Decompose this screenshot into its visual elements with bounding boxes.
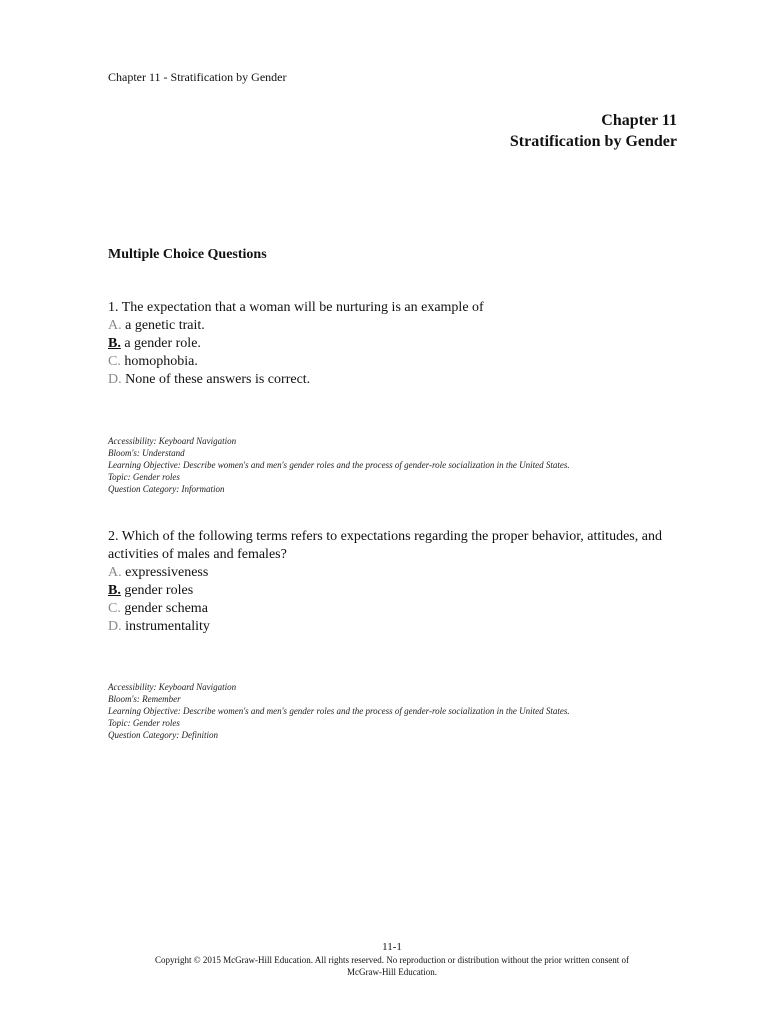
correct-option-letter: B.: [108, 336, 121, 351]
meta-learning-objective: Learning Objective: Describe women's and men's gender roles and the process of gender-role socialization in the United States.: [108, 460, 570, 470]
option-c: [108, 353, 668, 371]
option-text: instrumentality: [121, 619, 210, 634]
option-letter: C.: [108, 601, 121, 616]
option-letter: A.: [108, 565, 122, 580]
page-number: 11-1: [382, 941, 402, 953]
option-a: [108, 564, 668, 582]
copyright-line-2: McGraw-Hill Education.: [347, 967, 437, 977]
option-text: a genetic trait.: [121, 318, 205, 333]
option-letter: D.: [108, 619, 122, 634]
question-2-metadata: [108, 681, 570, 741]
meta-blooms: Bloom's: Remember: [108, 694, 181, 704]
option-text: gender schema: [120, 601, 208, 616]
meta-question-category: Question Category: Definition: [108, 730, 218, 740]
question-2: [108, 528, 668, 636]
option-letter: C.: [108, 354, 121, 369]
option-d: [108, 618, 668, 636]
question-text: 1. The expectation that a woman will be nurturing is an example of: [108, 300, 484, 315]
meta-accessibility: Accessibility: Keyboard Navigation: [108, 436, 237, 446]
meta-question-category: Question Category: Information: [108, 484, 225, 494]
correct-option-letter: B.: [108, 583, 121, 598]
option-text: None of these answers is correct.: [121, 372, 311, 387]
option-letter: D.: [108, 372, 122, 387]
section-heading: Multiple Choice Questions: [108, 247, 267, 262]
page-footer: [108, 940, 676, 978]
meta-topic: Topic: Gender roles: [108, 472, 180, 482]
question-1: [108, 299, 668, 389]
option-b: [108, 335, 668, 353]
running-header: Chapter 11 - Stratification by Gender: [108, 70, 287, 84]
question-1-metadata: [108, 435, 570, 495]
option-a: [108, 317, 668, 335]
meta-accessibility: Accessibility: Keyboard Navigation: [108, 682, 237, 692]
chapter-name: Stratification by Gender: [509, 133, 677, 150]
option-text: a gender role.: [120, 336, 201, 351]
chapter-title: [510, 110, 677, 152]
option-letter: A.: [108, 318, 122, 333]
option-text: homophobia.: [120, 354, 198, 369]
meta-topic: Topic: Gender roles: [108, 718, 180, 728]
option-text: gender roles: [120, 583, 194, 598]
option-text: expressiveness: [121, 565, 209, 580]
copyright-line-1: Copyright © 2015 McGraw-Hill Education. All rights reserved. No reproduction or distribution without the prior written consent of: [154, 955, 629, 965]
meta-blooms: Bloom's: Understand: [108, 448, 185, 458]
question-text: 2. Which of the following terms refers to expectations regarding the proper behavior, attitudes, and activities of males and females?: [108, 529, 662, 562]
chapter-number: Chapter 11: [601, 112, 677, 129]
meta-learning-objective: Learning Objective: Describe women's and men's gender roles and the process of gender-role socialization in the United States.: [108, 706, 570, 716]
option-c: [108, 600, 668, 618]
option-d: [108, 371, 668, 389]
option-b: [108, 582, 668, 600]
